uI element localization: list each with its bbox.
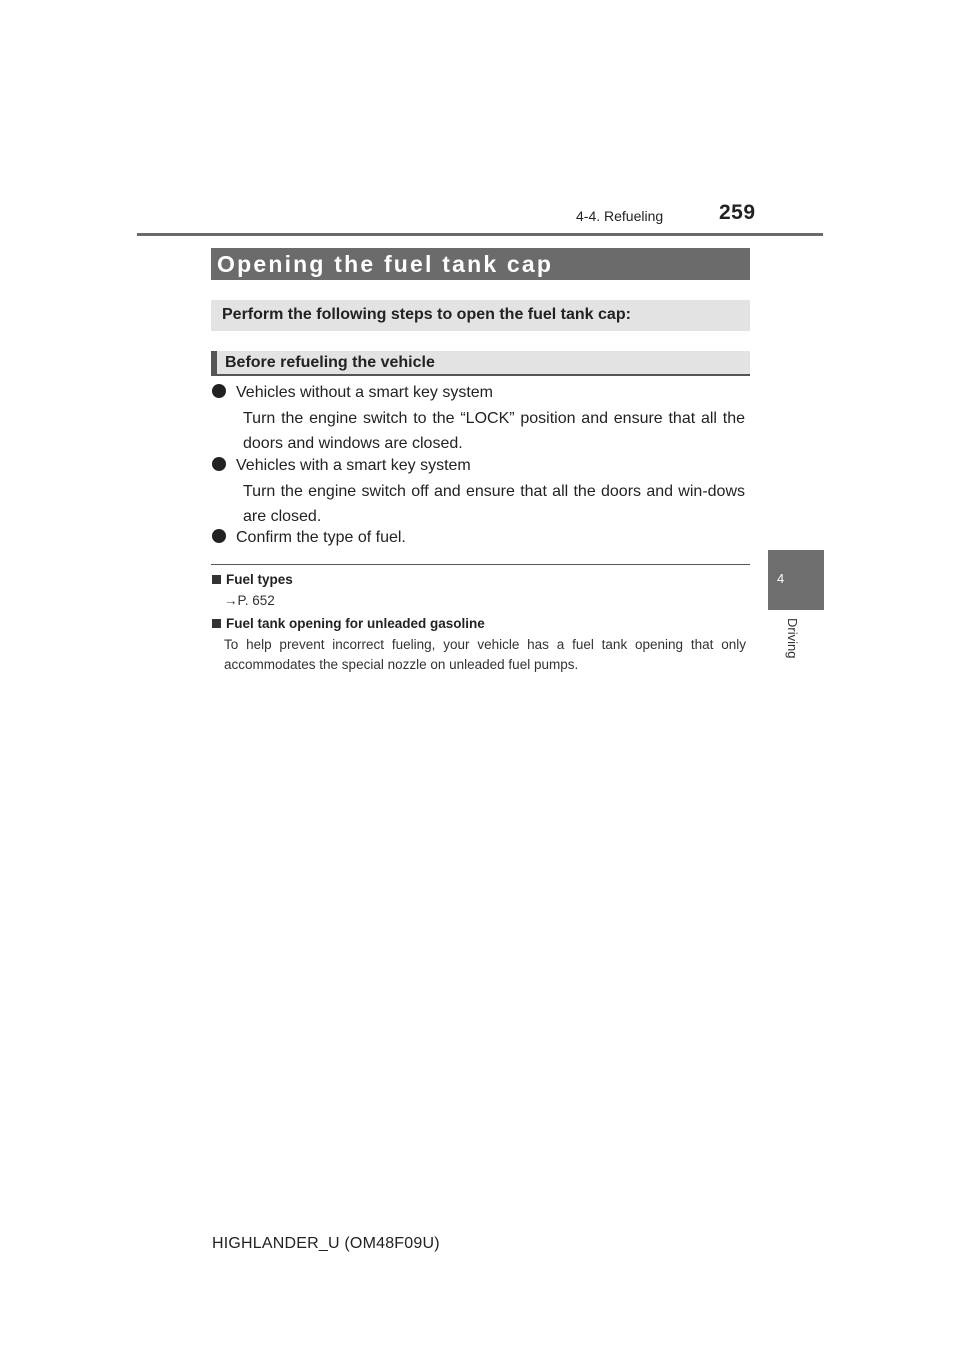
section-heading: Opening the fuel tank cap xyxy=(211,248,750,280)
square-bullet-icon xyxy=(212,575,221,584)
header-rule xyxy=(137,233,823,236)
bullet-icon xyxy=(212,529,226,543)
bullet-item xyxy=(212,526,748,550)
bullet-label: Confirm the type of fuel. xyxy=(236,529,406,546)
bullet-description: Turn the engine switch off and ensure that all the doors and win-dows are closed. xyxy=(243,483,745,525)
chapter-tab-number: 4 xyxy=(777,571,785,586)
note-title-text: Fuel tank opening for unleaded gasoline xyxy=(226,616,485,631)
note-title-text: Fuel types xyxy=(226,572,293,587)
note-title xyxy=(212,572,293,587)
square-bullet-icon xyxy=(212,619,221,628)
page-number: 259 xyxy=(719,201,756,224)
section-divider xyxy=(211,564,750,565)
note-text: →P. 652 xyxy=(224,593,275,608)
note-title xyxy=(212,616,485,631)
bullet-item xyxy=(212,454,748,478)
bullet-icon xyxy=(212,457,226,471)
bullet-icon xyxy=(212,384,226,398)
intro-box: Perform the following steps to open the fuel tank cap: xyxy=(211,300,750,331)
sub-heading: Before refueling the vehicle xyxy=(211,351,750,376)
bullet-description: Turn the engine switch to the “LOCK” position and ensure that all the doors and windows are closed. xyxy=(243,410,745,452)
bullet-label: Vehicles with a smart key system xyxy=(236,457,471,474)
note-text: To help prevent incorrect fueling, your vehicle has a fuel tank opening that only accommodates the special nozzle on unleaded fuel pumps. xyxy=(224,637,746,672)
chapter-tab-label: Driving xyxy=(785,618,800,659)
header-section-title: 4-4. Refueling xyxy=(576,208,664,224)
footer-model-code: HIGHLANDER_U (OM48F09U) xyxy=(212,1235,440,1252)
bullet-item xyxy=(212,381,748,405)
bullet-label: Vehicles without a smart key system xyxy=(236,384,493,401)
